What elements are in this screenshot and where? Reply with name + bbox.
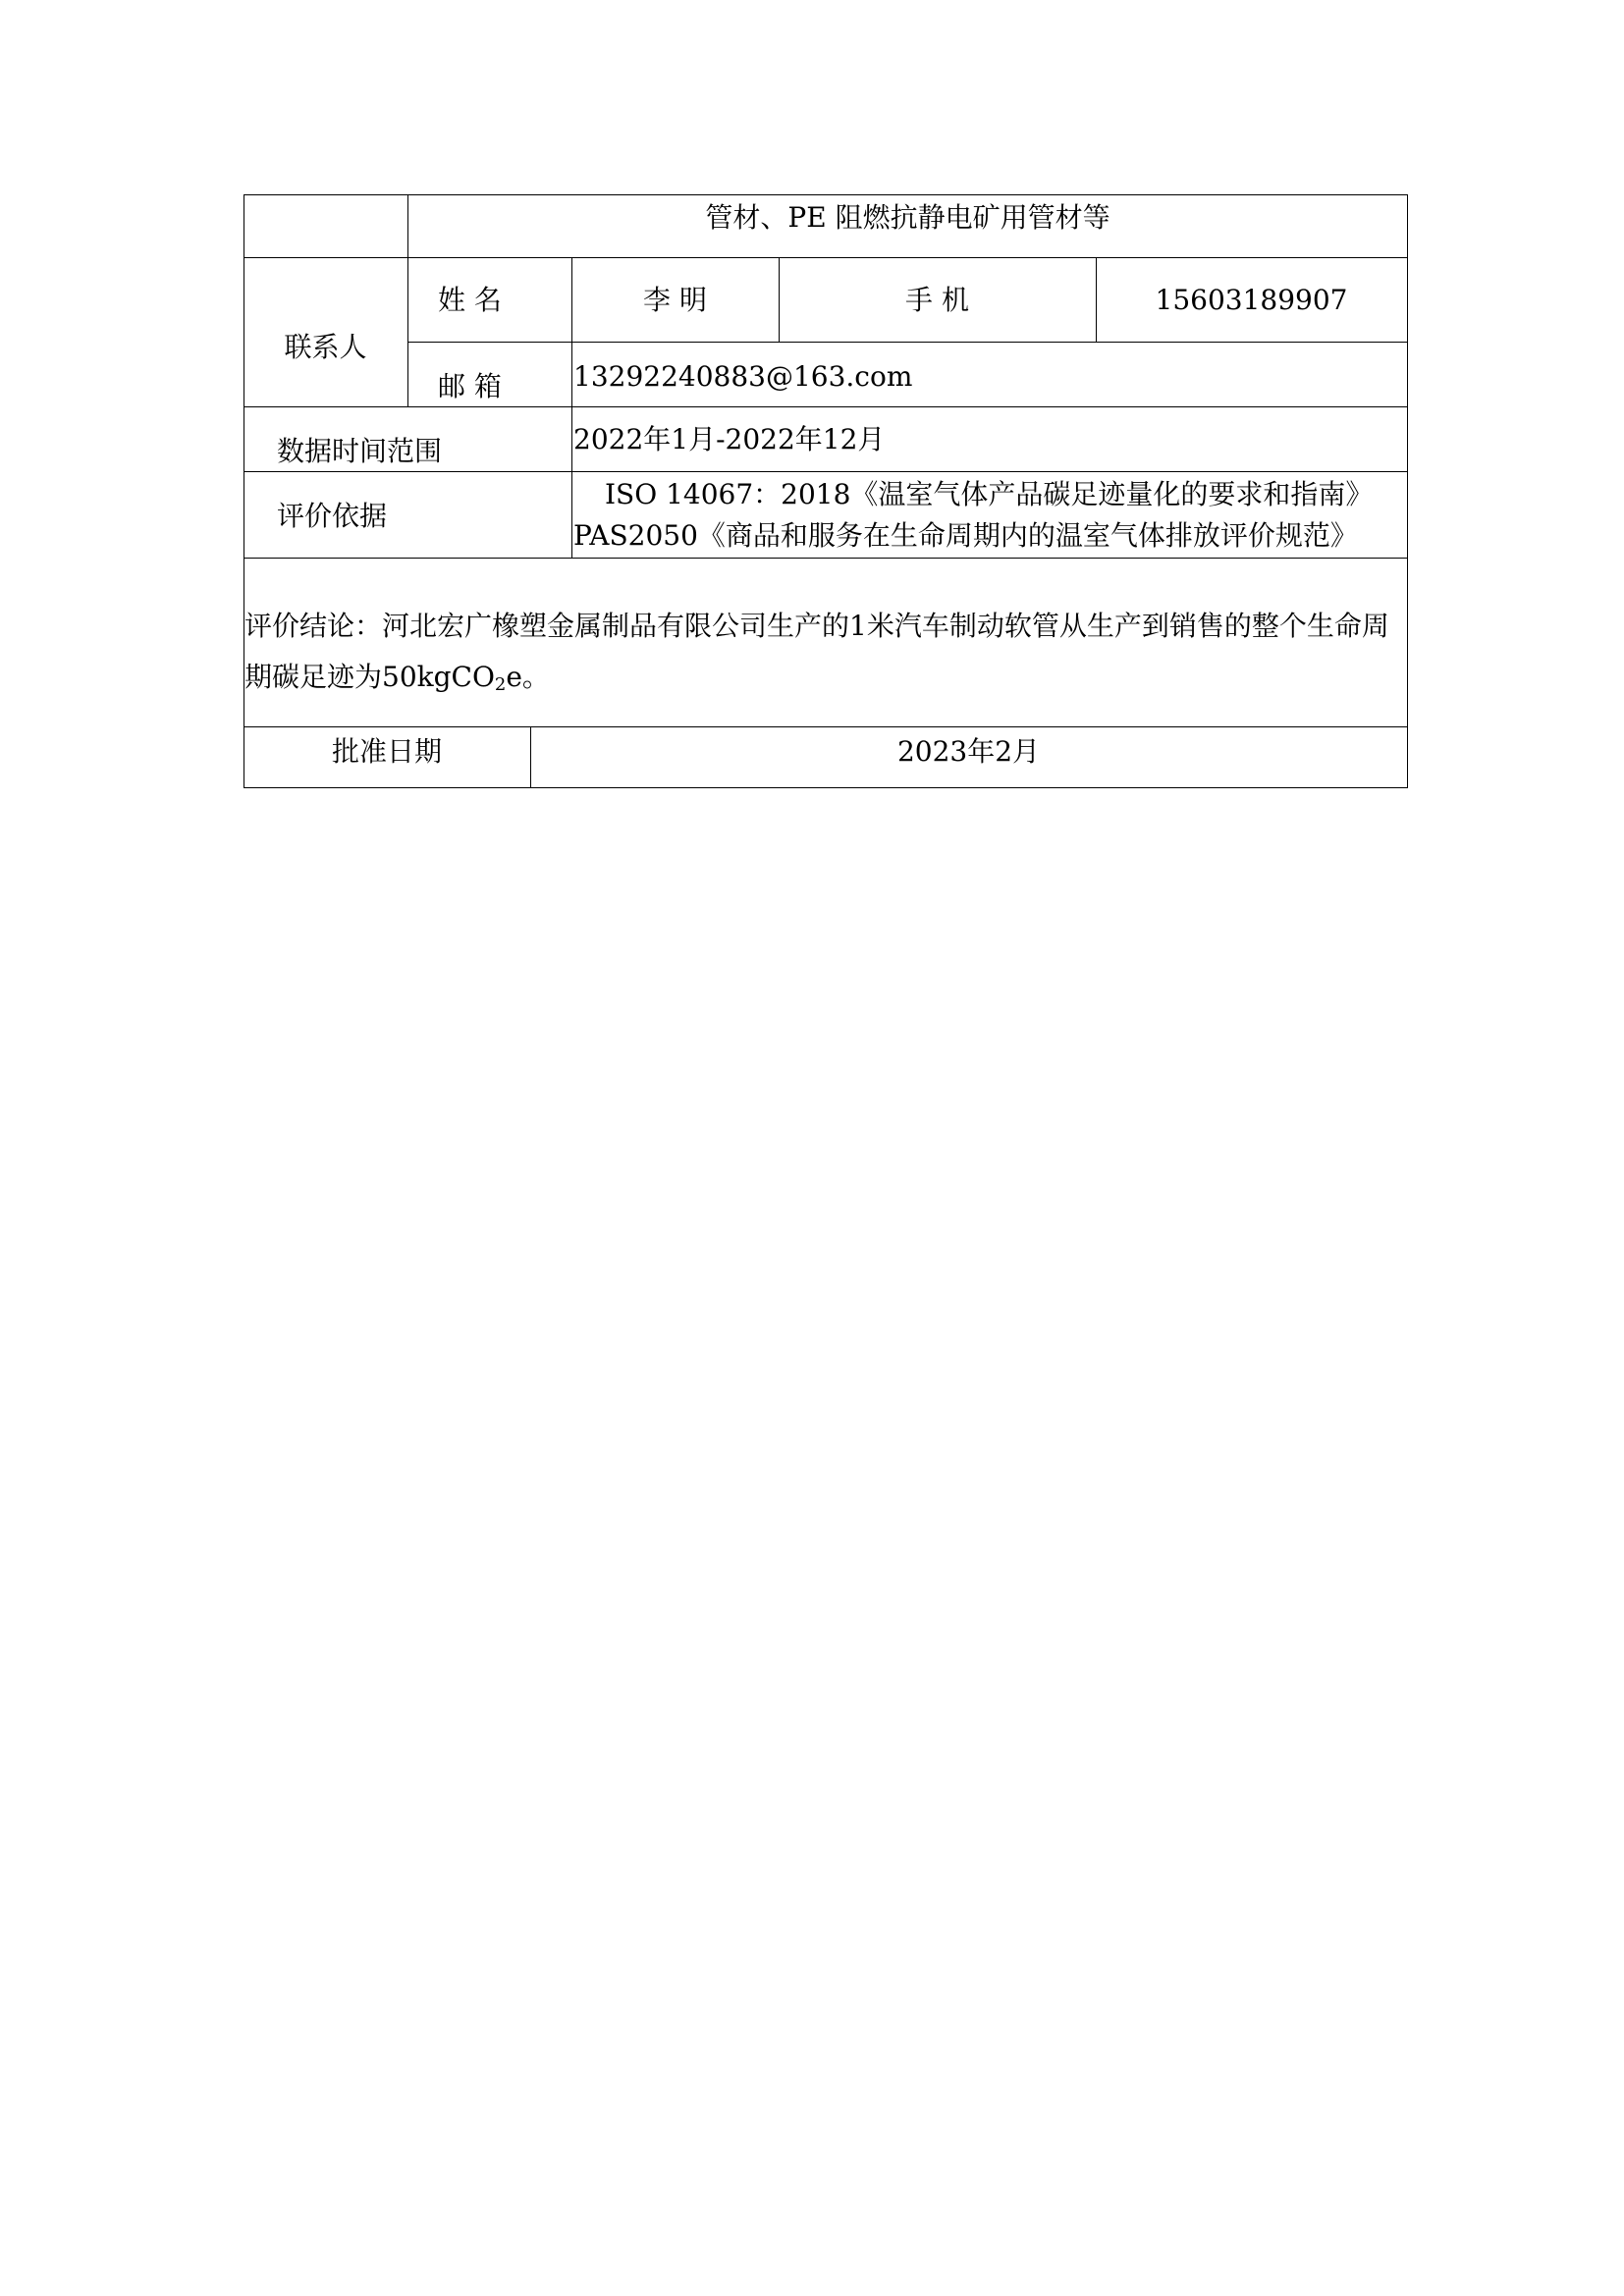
evaluation-basis-line2: PAS2050《商品和服务在生命周期内的温室气体排放评价规范》 — [573, 519, 1358, 552]
evaluation-basis-line1: ISO 14067：2018《温室气体产品碳足迹量化的要求和指南》 — [605, 478, 1374, 510]
email-label: 邮 箱 — [438, 370, 502, 402]
email-value: 13292240883@163.com — [573, 360, 913, 393]
conclusion-text: 评价结论：河北宏广橡塑金属制品有限公司生产的1米汽车制动软管从生产到销售的整个生命周期碳足迹为50kgCO — [244, 610, 1389, 693]
data-range-label: 数据时间范围 — [277, 435, 443, 467]
product-description: 管材、PE 阻燃抗静电矿用管材等 — [705, 201, 1110, 234]
name-value: 李 明 — [643, 284, 707, 316]
name-label: 姓 名 — [438, 284, 502, 316]
phone-label: 手 机 — [905, 284, 969, 316]
phone-value: 15603189907 — [1155, 284, 1348, 316]
evaluation-basis-label: 评价依据 — [277, 500, 388, 532]
approval-date-label: 批准日期 — [331, 735, 442, 768]
conclusion-subscript: 2 — [494, 674, 507, 695]
approval-date-value: 2023年2月 — [896, 735, 1041, 768]
contact-label: 联系人 — [284, 331, 367, 363]
data-range-value: 2022年1月-2022年12月 — [573, 423, 886, 455]
evaluation-conclusion — [244, 601, 1407, 709]
conclusion-suffix: e。 — [506, 661, 550, 693]
